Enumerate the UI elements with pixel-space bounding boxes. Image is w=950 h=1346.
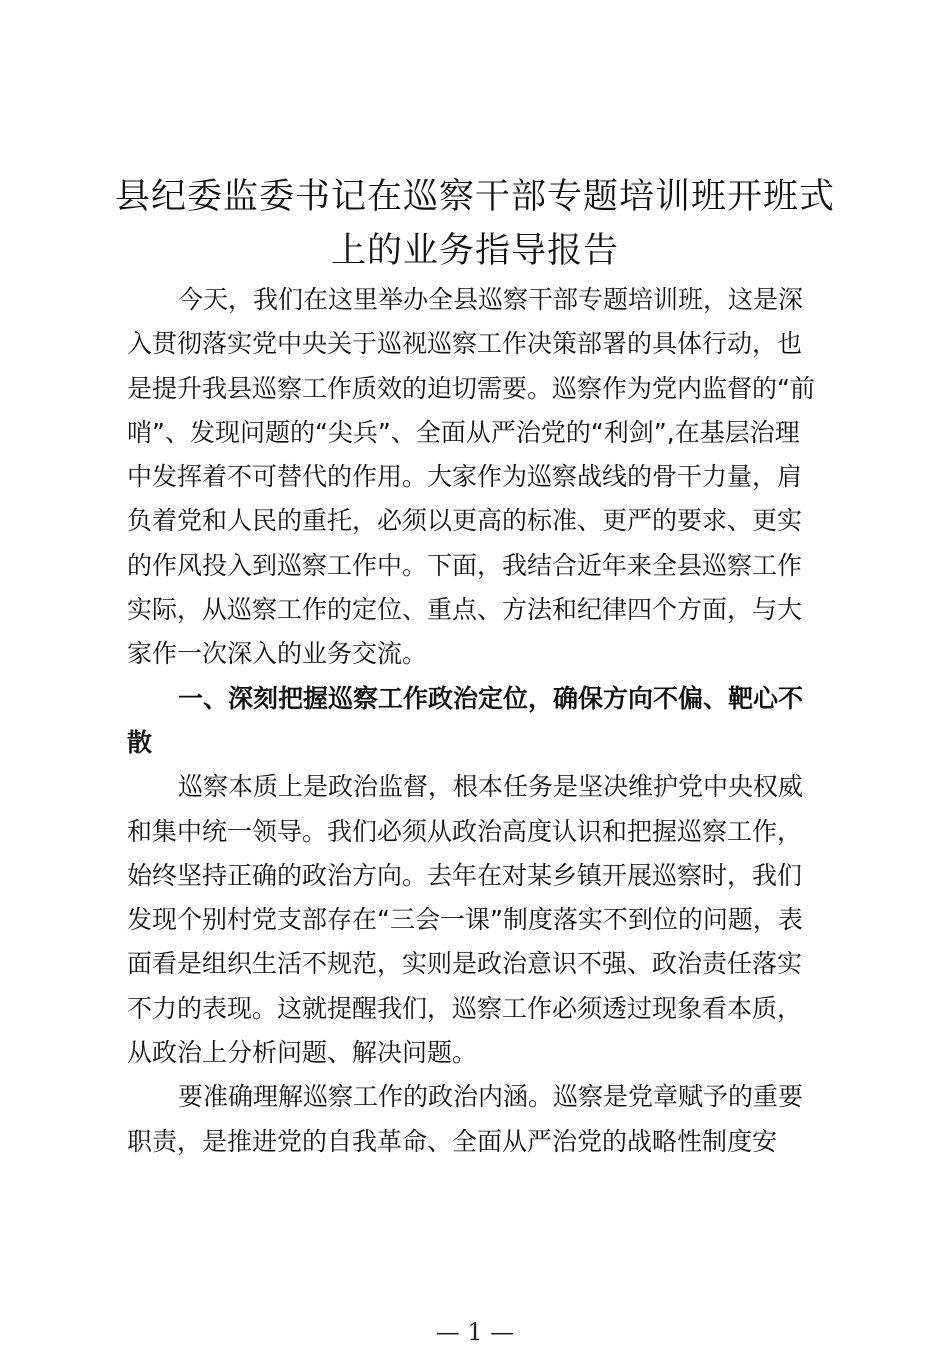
paragraph-political-supervision [127, 765, 827, 1075]
text-line: 负着党和人民的重托，必须以更高的标准、更严的要求、更实 [127, 506, 803, 536]
paragraph-intro [127, 278, 827, 677]
text-line: 面看是组织生活不规范，实则是政治意识不强、政治责任落实 [127, 949, 803, 979]
text-line: 是提升我县巡察工作质效的迫切需要。巡察作为党内监督的“前 [127, 373, 815, 403]
document-body [127, 278, 827, 1164]
text-line: 实际，从巡察工作的定位、重点、方法和纪律四个方面，与大 [127, 595, 803, 625]
heading-line: 散 [127, 727, 153, 757]
text-line: 职责，是推进党的自我革命、全面从严治党的战略性制度安 [127, 1126, 778, 1156]
text-line: 不力的表现。这就提醒我们，巡察工作必须透过现象看本质， [127, 993, 803, 1023]
text-line: 今天，我们在这里举办全县巡察干部专题培训班，这是深 [178, 285, 804, 314]
text-line: 巡察本质上是政治监督，根本任务是坚决维护党中央权威 [178, 772, 804, 802]
section-heading-1 [127, 677, 827, 766]
text-line: 始终坚持正确的政治方向。去年在对某乡镇开展巡察时，我们 [127, 860, 803, 890]
text-line: 的作风投入到巡察工作中。下面，我结合近年来全县巡察工作 [127, 550, 803, 580]
title-line-2: 上的业务指导报告 [330, 231, 619, 271]
text-line: 哨”、发现问题的“尖兵”、全面从严治党的“利剑”,在基层治理 [127, 417, 800, 447]
text-line: 从政治上分析问题、解决问题。 [127, 1038, 478, 1068]
paragraph-political-connotation [127, 1075, 827, 1164]
document-title [110, 170, 840, 278]
text-line: 中发挥着不可替代的作用。大家作为巡察战线的骨干力量，肩 [127, 462, 803, 492]
text-line: 入贯彻落实党中央关于巡视巡察工作决策部署的具体行动，也 [127, 329, 803, 359]
text-line: 发现个别村党支部存在“三会一课”制度落实不到位的问题，表 [127, 905, 803, 935]
page-number: — 1 — [435, 1318, 515, 1346]
text-line: 要准确理解巡察工作的政治内涵。巡察是党章赋予的重要 [178, 1082, 804, 1112]
text-line: 家作一次深入的业务交流。 [127, 639, 428, 669]
heading-line: 一、深刻把握巡察工作政治定位，确保方向不偏、靶心不 [178, 683, 804, 713]
text-line: 和集中统一领导。我们必须从政治高度认识和把握巡察工作， [127, 816, 803, 846]
title-line-1: 县纪委监委书记在巡察干部专题培训班开班式 [114, 177, 835, 217]
